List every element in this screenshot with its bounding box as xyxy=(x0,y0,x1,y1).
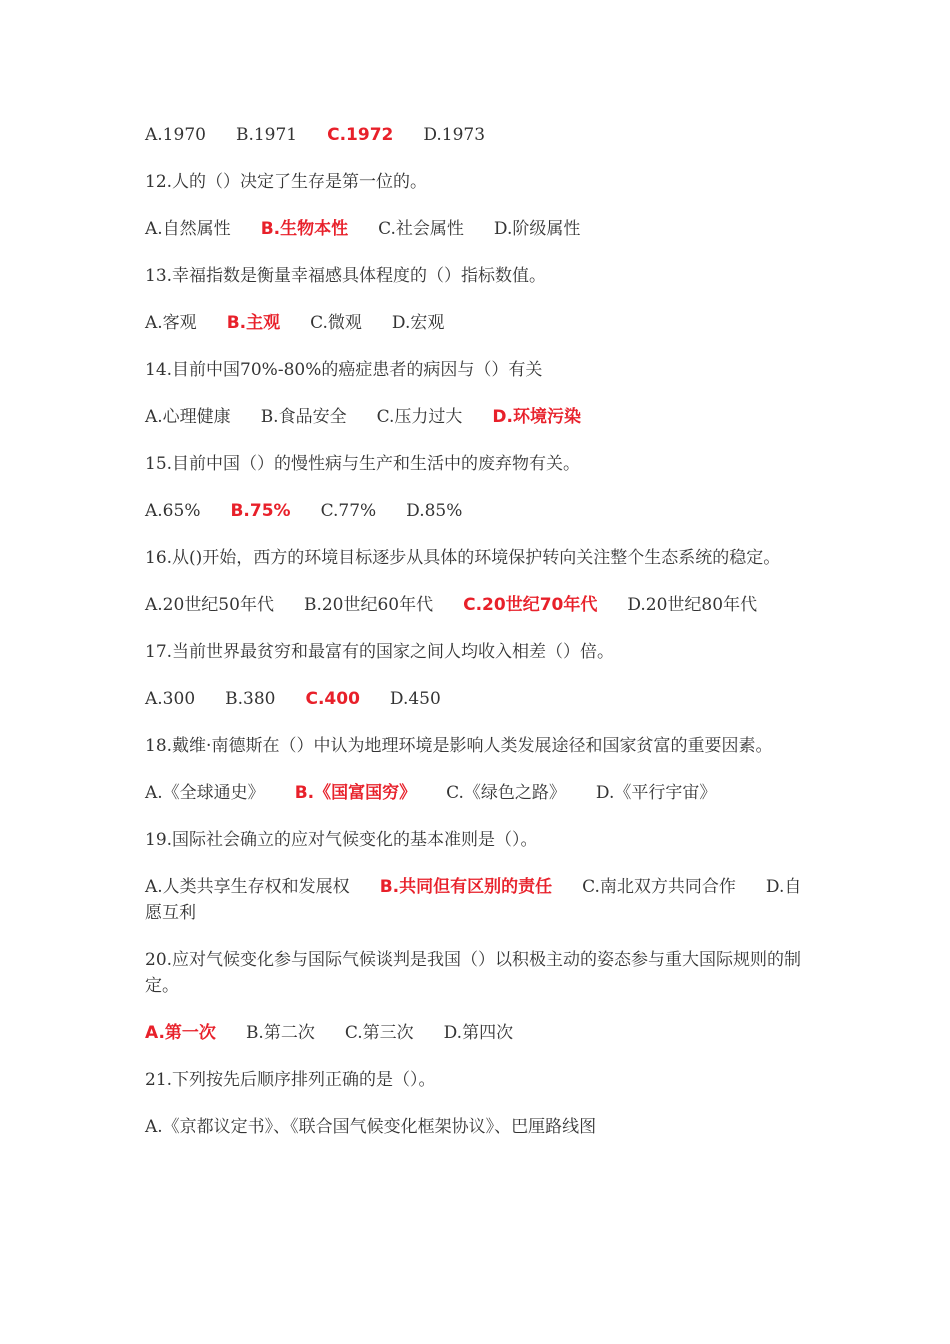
answer-option: A.65% xyxy=(145,501,201,521)
answer-option: B.380 xyxy=(225,689,276,709)
answer-option: D.自愿互利 xyxy=(145,877,802,923)
answer-options xyxy=(145,310,815,336)
answer-options xyxy=(145,874,815,926)
answer-option: C.77% xyxy=(320,501,377,521)
answer-options xyxy=(145,780,815,806)
answer-option: A.300 xyxy=(145,689,196,709)
correct-answer-option: D.环境污染 xyxy=(492,407,581,427)
correct-answer-option: A.第一次 xyxy=(145,1023,216,1043)
answer-options xyxy=(145,592,815,618)
question-text: 16.从()开始，西方的环境目标逐步从具体的环境保护转向关注整个生态系统的稳定。 xyxy=(145,548,781,568)
answer-option: D.宏观 xyxy=(391,313,445,333)
correct-answer-option: C.400 xyxy=(305,689,360,709)
answer-option: D.1973 xyxy=(423,125,486,145)
question-text: 15.目前中国（）的慢性病与生产和生活中的废弃物有关。 xyxy=(145,454,581,474)
answer-option: A.客观 xyxy=(145,313,197,333)
answer-option: A.自然属性 xyxy=(145,219,231,239)
answer-option: D.第四次 xyxy=(443,1023,514,1043)
answer-options xyxy=(145,1020,815,1046)
answer-options xyxy=(145,216,815,242)
question-text: 21.下列按先后顺序排列正确的是（）。 xyxy=(145,1070,436,1090)
answer-option: D.阶级属性 xyxy=(493,219,581,239)
answer-option: D.450 xyxy=(389,689,441,709)
question-text: 18.戴维·南德斯在（）中认为地理环境是影响人类发展途径和国家贫富的重要因素。 xyxy=(145,736,773,756)
answer-option: D.20世纪80年代 xyxy=(627,595,758,615)
answer-option: C.南北双方共同合作 xyxy=(582,877,736,897)
question-text: A.《京都议定书》、《联合国气候变化框架协议》、巴厘路线图 xyxy=(145,1117,597,1137)
answer-option: C.《绿色之路》 xyxy=(446,783,566,803)
answer-option: C.微观 xyxy=(310,313,362,333)
answer-option: C.压力过大 xyxy=(376,407,463,427)
correct-answer-option: B.生物本性 xyxy=(260,219,349,239)
document-page xyxy=(145,122,815,1161)
answer-option: B.1971 xyxy=(235,125,298,145)
answer-options xyxy=(145,404,815,430)
answer-options xyxy=(145,122,815,148)
answer-options xyxy=(145,686,815,712)
correct-answer-option: B.主观 xyxy=(226,313,281,333)
answer-option: A.人类共享生存权和发展权 xyxy=(145,877,350,897)
correct-answer-option: C.1972 xyxy=(327,125,394,145)
correct-answer-option: C.20世纪70年代 xyxy=(463,595,598,615)
answer-option: A.1970 xyxy=(145,125,206,145)
question-text: 12.人的（）决定了生存是第一位的。 xyxy=(145,172,428,192)
question-text: 14.目前中国70%-80%的癌症患者的病因与（）有关 xyxy=(145,360,543,380)
answer-option: A.《全球通史》 xyxy=(145,783,265,803)
answer-option: D.《平行宇宙》 xyxy=(595,783,717,803)
correct-answer-option: B.75% xyxy=(230,501,291,521)
answer-option: C.社会属性 xyxy=(378,219,464,239)
question-text: 13.幸福指数是衡量幸福感具体程度的（）指标数值。 xyxy=(145,266,547,286)
question-text: 17.当前世界最贫穷和最富有的国家之间人均收入相差（）倍。 xyxy=(145,642,615,662)
question-text: 19.国际社会确立的应对气候变化的基本准则是（）。 xyxy=(145,830,538,850)
answer-option: C.第三次 xyxy=(344,1023,414,1043)
answer-option: A.心理健康 xyxy=(145,407,231,427)
answer-option: B.20世纪60年代 xyxy=(303,595,434,615)
correct-answer-option: B.共同但有区别的责任 xyxy=(379,877,553,897)
answer-option: B.第二次 xyxy=(245,1023,315,1043)
answer-option: D.85% xyxy=(406,501,463,521)
answer-option: B.食品安全 xyxy=(260,407,347,427)
question-text: 20.应对气候变化参与国际气候谈判是我国（）以积极主动的姿态参与重大国际规则的制定。 xyxy=(145,950,802,996)
answer-option: A.20世纪50年代 xyxy=(145,595,274,615)
answer-options xyxy=(145,498,815,524)
correct-answer-option: B.《国富国穷》 xyxy=(294,783,417,803)
